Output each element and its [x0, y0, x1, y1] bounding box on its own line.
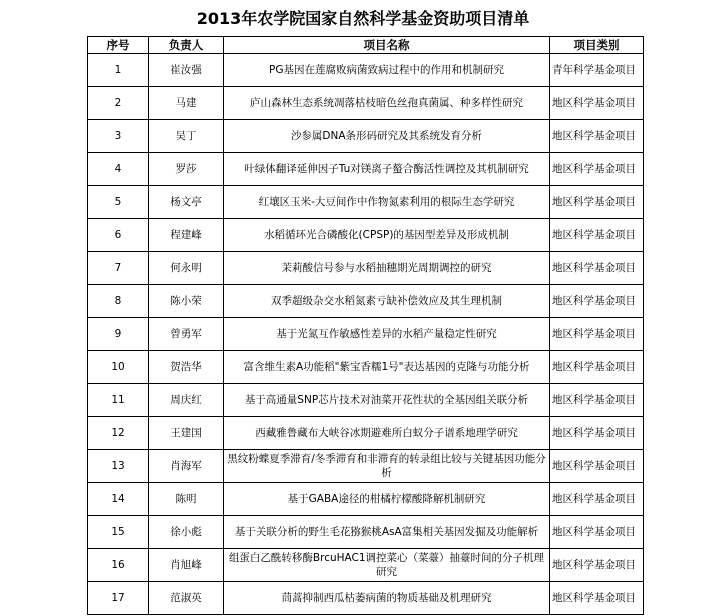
cell-project-name: 双季超级杂交水稻氮素亏缺补偿效应及其生理机制: [224, 285, 550, 318]
cell-leader: 徐小彪: [149, 516, 224, 549]
cell-leader: 周庆红: [149, 384, 224, 417]
cell-project-name: 茼蒿抑制西瓜枯萎病菌的物质基础及机理研究: [224, 582, 550, 615]
cell-category: 地区科学基金项目: [550, 318, 644, 351]
table-row: [88, 351, 644, 384]
cell-project-name: 叶绿体翻译延伸因子Tu对镁离子螯合酶活性调控及其机制研究: [224, 153, 550, 186]
cell-category: 地区科学基金项目: [550, 153, 644, 186]
cell-category: 地区科学基金项目: [550, 516, 644, 549]
table-row: [88, 87, 644, 120]
project-table: [87, 36, 644, 615]
cell-leader: 崔汝强: [149, 54, 224, 87]
header-project-name: 项目名称: [224, 37, 550, 54]
cell-index: 7: [88, 252, 149, 285]
cell-index: 8: [88, 285, 149, 318]
cell-category: 地区科学基金项目: [550, 450, 644, 483]
table-row: [88, 582, 644, 615]
table-row: [88, 153, 644, 186]
cell-leader: 肖海军: [149, 450, 224, 483]
cell-leader: 杨文亭: [149, 186, 224, 219]
cell-project-name: PG基因在莲腐败病菌致病过程中的作用和机制研究: [224, 54, 550, 87]
cell-leader: 罗莎: [149, 153, 224, 186]
cell-category: 地区科学基金项目: [550, 219, 644, 252]
cell-project-name: 组蛋白乙酰转移酶BrcuHAC1调控菜心（菜薹）抽薹时间的分子机理研究: [224, 549, 550, 582]
cell-category: 地区科学基金项目: [550, 351, 644, 384]
cell-index: 17: [88, 582, 149, 615]
cell-project-name: 沙参属DNA条形码研究及其系统发育分析: [224, 120, 550, 153]
cell-category: 地区科学基金项目: [550, 87, 644, 120]
cell-project-name: 基于光氮互作敏感性差异的水稻产量稳定性研究: [224, 318, 550, 351]
cell-index: 6: [88, 219, 149, 252]
cell-index: 14: [88, 483, 149, 516]
table-row: [88, 120, 644, 153]
cell-category: 地区科学基金项目: [550, 384, 644, 417]
table-row: [88, 54, 644, 87]
cell-project-name: 西藏雅鲁藏布大峡谷冰期避难所白蚁分子谱系地理学研究: [224, 417, 550, 450]
cell-project-name: 水稻循环光合磷酸化(CPSP)的基因型差异及形成机制: [224, 219, 550, 252]
cell-leader: 贺浩华: [149, 351, 224, 384]
table-row: [88, 549, 644, 582]
cell-index: 11: [88, 384, 149, 417]
cell-leader: 曾勇军: [149, 318, 224, 351]
cell-leader: 何永明: [149, 252, 224, 285]
table-row: [88, 516, 644, 549]
cell-category: 青年科学基金项目: [550, 54, 644, 87]
header-category: 项目类别: [550, 37, 644, 54]
header-leader: 负责人: [149, 37, 224, 54]
cell-index: 10: [88, 351, 149, 384]
cell-index: 5: [88, 186, 149, 219]
cell-project-name: 庐山森林生态系统凋落枯枝暗色丝孢真菌属、种多样性研究: [224, 87, 550, 120]
cell-leader: 吴丁: [149, 120, 224, 153]
cell-category: 地区科学基金项目: [550, 186, 644, 219]
cell-project-name: 茉莉酸信号参与水稻抽穗期光周期调控的研究: [224, 252, 550, 285]
table-row: [88, 318, 644, 351]
cell-category: 地区科学基金项目: [550, 285, 644, 318]
table-row: [88, 417, 644, 450]
cell-category: 地区科学基金项目: [550, 252, 644, 285]
table-row: [88, 285, 644, 318]
cell-project-name: 基于GABA途径的柑橘柠檬酸降解机制研究: [224, 483, 550, 516]
cell-leader: 肖旭峰: [149, 549, 224, 582]
table-header-row: [88, 37, 644, 54]
table-row: [88, 450, 644, 483]
cell-project-name: 基于关联分析的野生毛花猕猴桃AsA富集相关基因发掘及功能解析: [224, 516, 550, 549]
cell-category: 地区科学基金项目: [550, 120, 644, 153]
cell-category: 地区科学基金项目: [550, 582, 644, 615]
cell-category: 地区科学基金项目: [550, 549, 644, 582]
cell-leader: 王建国: [149, 417, 224, 450]
cell-index: 4: [88, 153, 149, 186]
cell-project-name: 富含维生素A功能稻"紫宝香糯1号"表达基因的克隆与功能分析: [224, 351, 550, 384]
table-row: [88, 252, 644, 285]
table-row: [88, 219, 644, 252]
cell-index: 3: [88, 120, 149, 153]
cell-index: 1: [88, 54, 149, 87]
cell-leader: 马建: [149, 87, 224, 120]
header-index: 序号: [88, 37, 149, 54]
cell-leader: 陈小荣: [149, 285, 224, 318]
cell-category: 地区科学基金项目: [550, 483, 644, 516]
page-title: 2013年农学院国家自然科学基金资助项目清单: [196, 9, 530, 28]
cell-index: 16: [88, 549, 149, 582]
cell-index: 15: [88, 516, 149, 549]
cell-category: 地区科学基金项目: [550, 417, 644, 450]
cell-project-name: 黑纹粉蝶夏季滞育/冬季滞育和非滞育的转录组比较与关键基因功能分析: [224, 450, 550, 483]
cell-leader: 程建峰: [149, 219, 224, 252]
cell-index: 13: [88, 450, 149, 483]
cell-project-name: 基于高通量SNP芯片技术对油菜开花性状的全基因组关联分析: [224, 384, 550, 417]
cell-leader: 范淑英: [149, 582, 224, 615]
table-row: [88, 483, 644, 516]
cell-index: 12: [88, 417, 149, 450]
cell-leader: 陈明: [149, 483, 224, 516]
table-row: [88, 186, 644, 219]
cell-project-name: 红壤区玉米-大豆间作中作物氮素利用的根际生态学研究: [224, 186, 550, 219]
cell-index: 9: [88, 318, 149, 351]
cell-index: 2: [88, 87, 149, 120]
table-row: [88, 384, 644, 417]
